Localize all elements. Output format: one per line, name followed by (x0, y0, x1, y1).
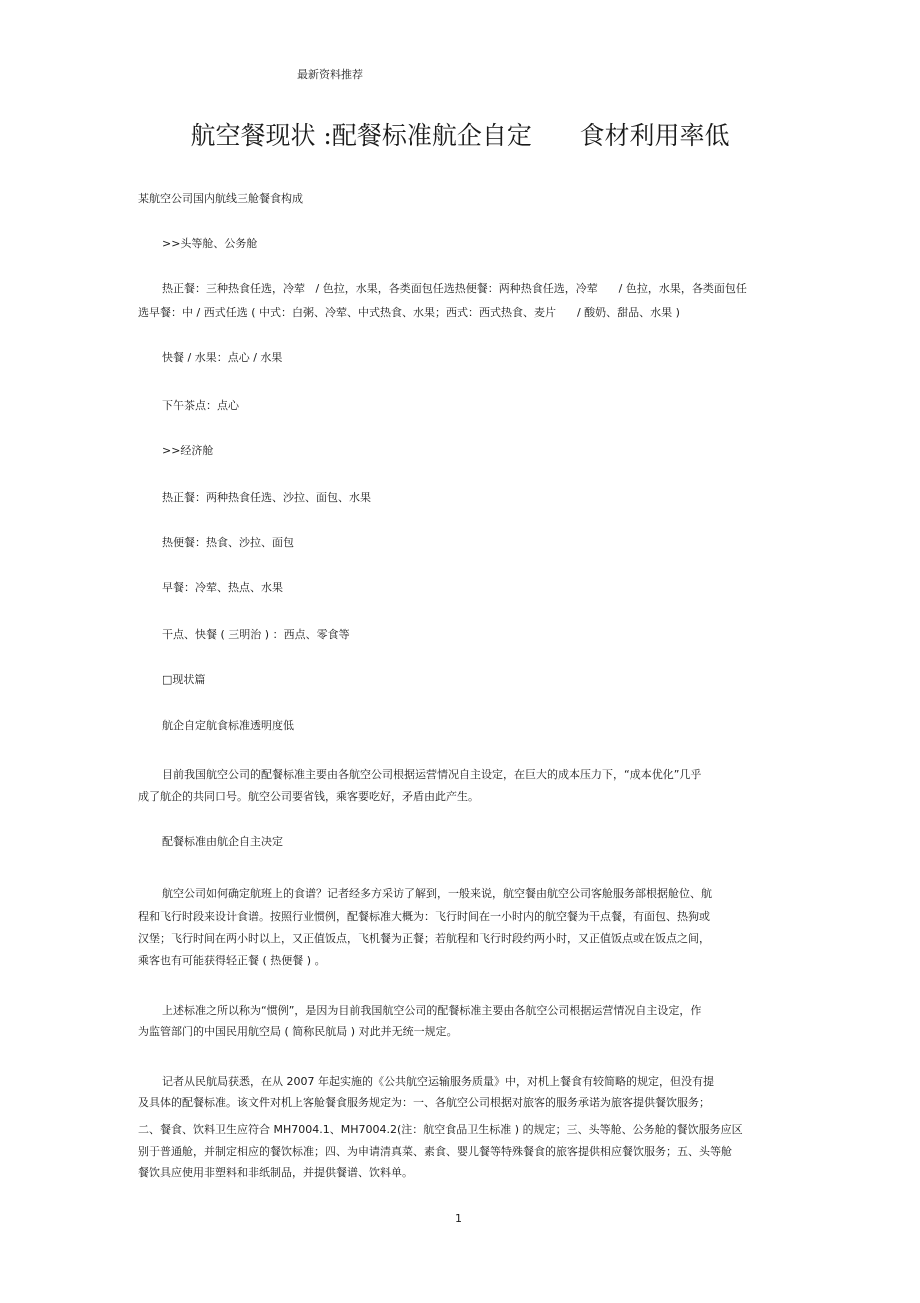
subheading-standards: 配餐标准由航企自主决定 (162, 835, 283, 848)
paragraph-2-line-4: 乘客也有可能获得轻正餐 ( 热便餐 ) 。 (138, 954, 326, 967)
header-note: 最新资料推荐 (297, 68, 363, 81)
paragraph-4-line-4: 别于普通舱，并制定相应的餐饮标准；四、为申请清真菜、素食、婴儿餐等特殊餐食的旅客提供相应餐饮服务；五、头等舱 (138, 1145, 732, 1158)
paragraph-2-line-2: 程和飞行时段来设计食谱。按照行业惯例，配餐标准大概为：飞行时间在一小时内的航空餐为干点餐，有面包、热狗或 (138, 910, 710, 923)
paragraph-4-line-5: 餐饮具应使用非塑料和非纸制品，并提供餐谱、饮料单。 (138, 1166, 413, 1179)
paragraph-2-line-1: 航空公司如何确定航班上的食谱？记者经多方采访了解到，一般来说，航空餐由航空公司客舱服务部根据舱位、航 (162, 887, 712, 900)
first-class-hot-meal-line-1: 热正餐：三种热食任选，冷荤 / 色拉，水果，各类面包任选热便餐：两种热食任选，冷荤 / 色拉，水果，各类面包任 (162, 282, 747, 295)
economy-light-meal: 热便餐：热食、沙拉、面包 (162, 536, 294, 549)
first-class-snack: 快餐 / 水果：点心 / 水果 (162, 351, 283, 364)
economy-heading: >>经济舱 (162, 444, 214, 457)
intro-line: 某航空公司国内航线三舱餐食构成 (138, 192, 303, 205)
first-class-afternoon-tea: 下午茶点：点心 (162, 399, 239, 412)
paragraph-4-line-3: 二、餐食、饮料卫生应符合 MH7004.1、MH7004.2(注：航空食品卫生标准 ) 的规定；三、头等舱、公务舱的餐饮服务应区 (138, 1123, 743, 1136)
economy-breakfast: 早餐：冷荤、热点、水果 (162, 581, 283, 594)
document-title: 航空餐现状 :配餐标准航企自定 食材利用率低 (190, 121, 730, 150)
page-number: 1 (455, 1212, 462, 1225)
paragraph-4-line-1: 记者从民航局获悉，在从 2007 年起实施的《公共航空运输服务质量》中，对机上餐食有较简略的规定，但没有提 (162, 1075, 714, 1088)
subheading-transparency: 航企自定航食标准透明度低 (162, 719, 294, 732)
first-class-heading: >>头等舱、公务舱 (162, 237, 258, 250)
paragraph-4-line-2: 及具体的配餐标准。该文件对机上客舱餐食服务规定为：一、各航空公司根据对旅客的服务承诺为旅客提供餐饮服务； (138, 1096, 710, 1109)
paragraph-3-line-2: 为监管部门的中国民用航空局 ( 简称民航局 ) 对此并无统一规定。 (138, 1025, 458, 1038)
paragraph-2-line-3: 汉堡；飞行时间在两小时以上，又正值饭点，飞机餐为正餐；若航程和飞行时段约两小时，又正值饭点或在饭点之间， (138, 932, 710, 945)
section-status-heading: □现状篇 (162, 673, 206, 686)
economy-dry-snack: 干点、快餐 ( 三明治 ) ：西点、零食等 (162, 628, 350, 641)
first-class-hot-meal-line-2: 选早餐：中 / 西式任选 ( 中式：白粥、冷荤、中式热食、水果；西式：西式热食、麦片 / 酸奶、甜品、水果 ) (138, 306, 680, 319)
paragraph-1-line-1: 目前我国航空公司的配餐标准主要由各航空公司根据运营情况自主设定，在巨大的成本压力下，“成本优化”几乎 (162, 768, 702, 781)
economy-hot-meal: 热正餐：两种热食任选、沙拉、面包、水果 (162, 491, 371, 504)
paragraph-1-line-2: 成了航企的共同口号。航空公司要省钱，乘客要吃好，矛盾由此产生。 (138, 790, 479, 803)
paragraph-3-line-1: 上述标准之所以称为“惯例”，是因为目前我国航空公司的配餐标准主要由各航空公司根据运营情况自主设定，作 (162, 1004, 702, 1017)
